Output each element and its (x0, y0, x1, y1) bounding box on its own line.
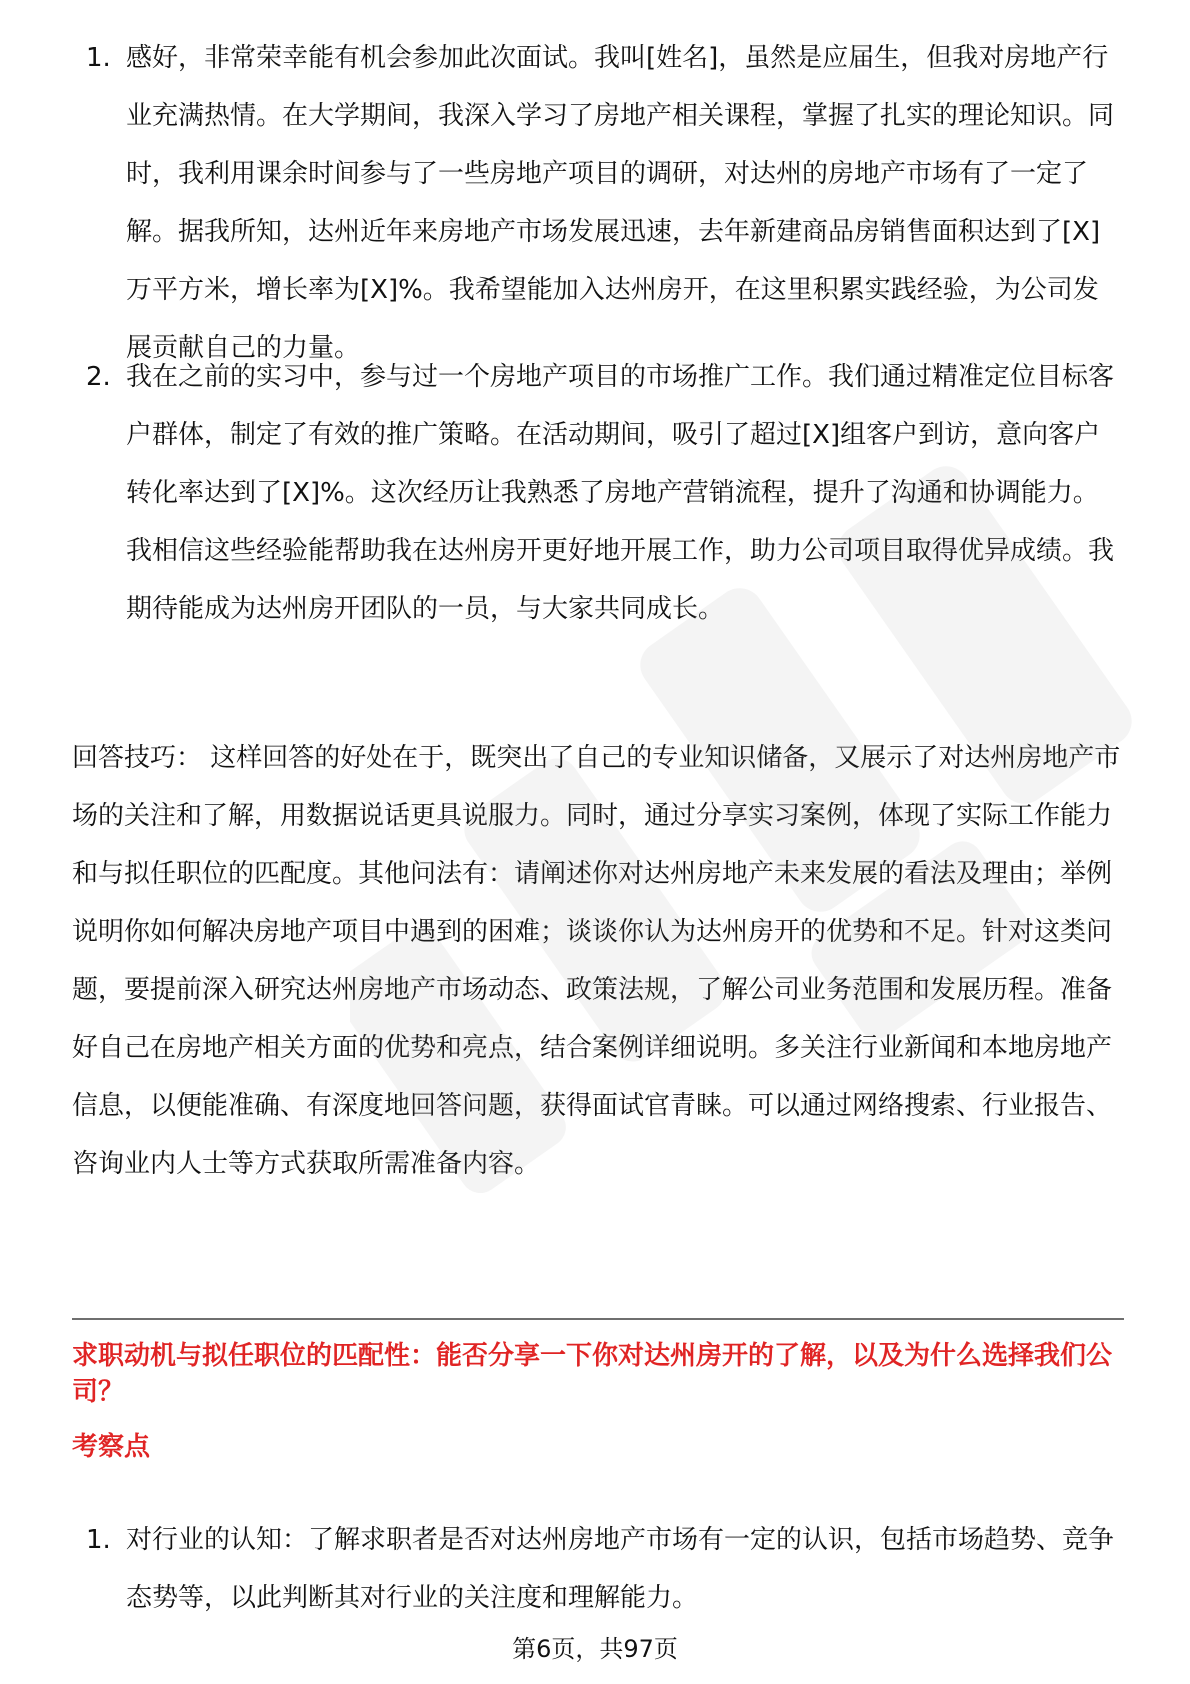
assessment-points-heading: 考察点 (72, 1432, 151, 1462)
section-divider (72, 1318, 1124, 1320)
interview-question-heading: 求职动机与拟任职位的匹配性：能否分享一下你对达州房开的了解，以及为什么选择我们公司？ (72, 1341, 1113, 1407)
page-footer: 第6页，共97页 (512, 1635, 678, 1663)
list-item-text: 对行业的认知：了解求职者是否对达州房地产市场有一定的认识，包括市场趋势、竞争态势等，以此判断其对行业的关注度和理解能力。 (126, 1525, 1115, 1613)
list-number: 1. (86, 1525, 111, 1555)
list-item (72, 29, 1124, 377)
list-number: 1. (86, 43, 111, 73)
assessment-list (72, 1511, 1124, 1627)
list-item (72, 348, 1124, 638)
answer-tips-paragraph: 回答技巧： 这样回答的好处在于，既突出了自己的专业知识储备，又展示了对达州房地产市场的关注和了解，用数据说话更具说服力。同时，通过分享实习案例，体现了实际工作能力和与拟任职位的匹配度。其他问法有：请阐述你对达州房地产未来发展的看法及理由；举例说明你如何解决房地产项目中遇到的困难；谈谈你认为达州房开的优势和不足。针对这类问题，要提前深入研究达州房地产市场动态、政策法规，了解公司业务范围和发展历程。准备好自己在房地产相关方面的优势和亮点，结合案例详细说明。多关注行业新闻和本地房地产信息，以便能准确、有深度地回答问题，获得面试官青睐。可以通过网络搜索、行业报告、咨询业内人士等方式获取所需准备内容。 (72, 743, 1121, 1179)
list-item-text: 我在之前的实习中，参与过一个房地产项目的市场推广工作。我们通过精准定位目标客户群体，制定了有效的推广策略。在活动期间，吸引了超过[X]组客户到访，意向客户转化率达到了[X]%。这次经历让我熟悉了房地产营销流程，提升了沟通和协调能力。我相信这些经验能帮助我在达州房开更好地开展工作，助力公司项目取得优异成绩。我期待能成为达州房开团队的一员，与大家共同成长。 (126, 362, 1115, 624)
list-item (72, 1511, 1124, 1627)
list-number: 2. (86, 362, 111, 392)
list-item-text: 感好，非常荣幸能有机会参加此次面试。我叫[姓名]，虽然是应届生，但我对房地产行业充满热情。在大学期间，我深入学习了房地产相关课程，掌握了扎实的理论知识。同时，我利用课余时间参与了一些房地产项目的调研，对达州的房地产市场有了一定了解。据我所知，达州近年来房地产市场发展迅速，去年新建商品房销售面积达到了[X]万平方米，增长率为[X]%。我希望能加入达州房开，在这里积累实践经验，为公司发展贡献自己的力量。 (126, 43, 1115, 363)
